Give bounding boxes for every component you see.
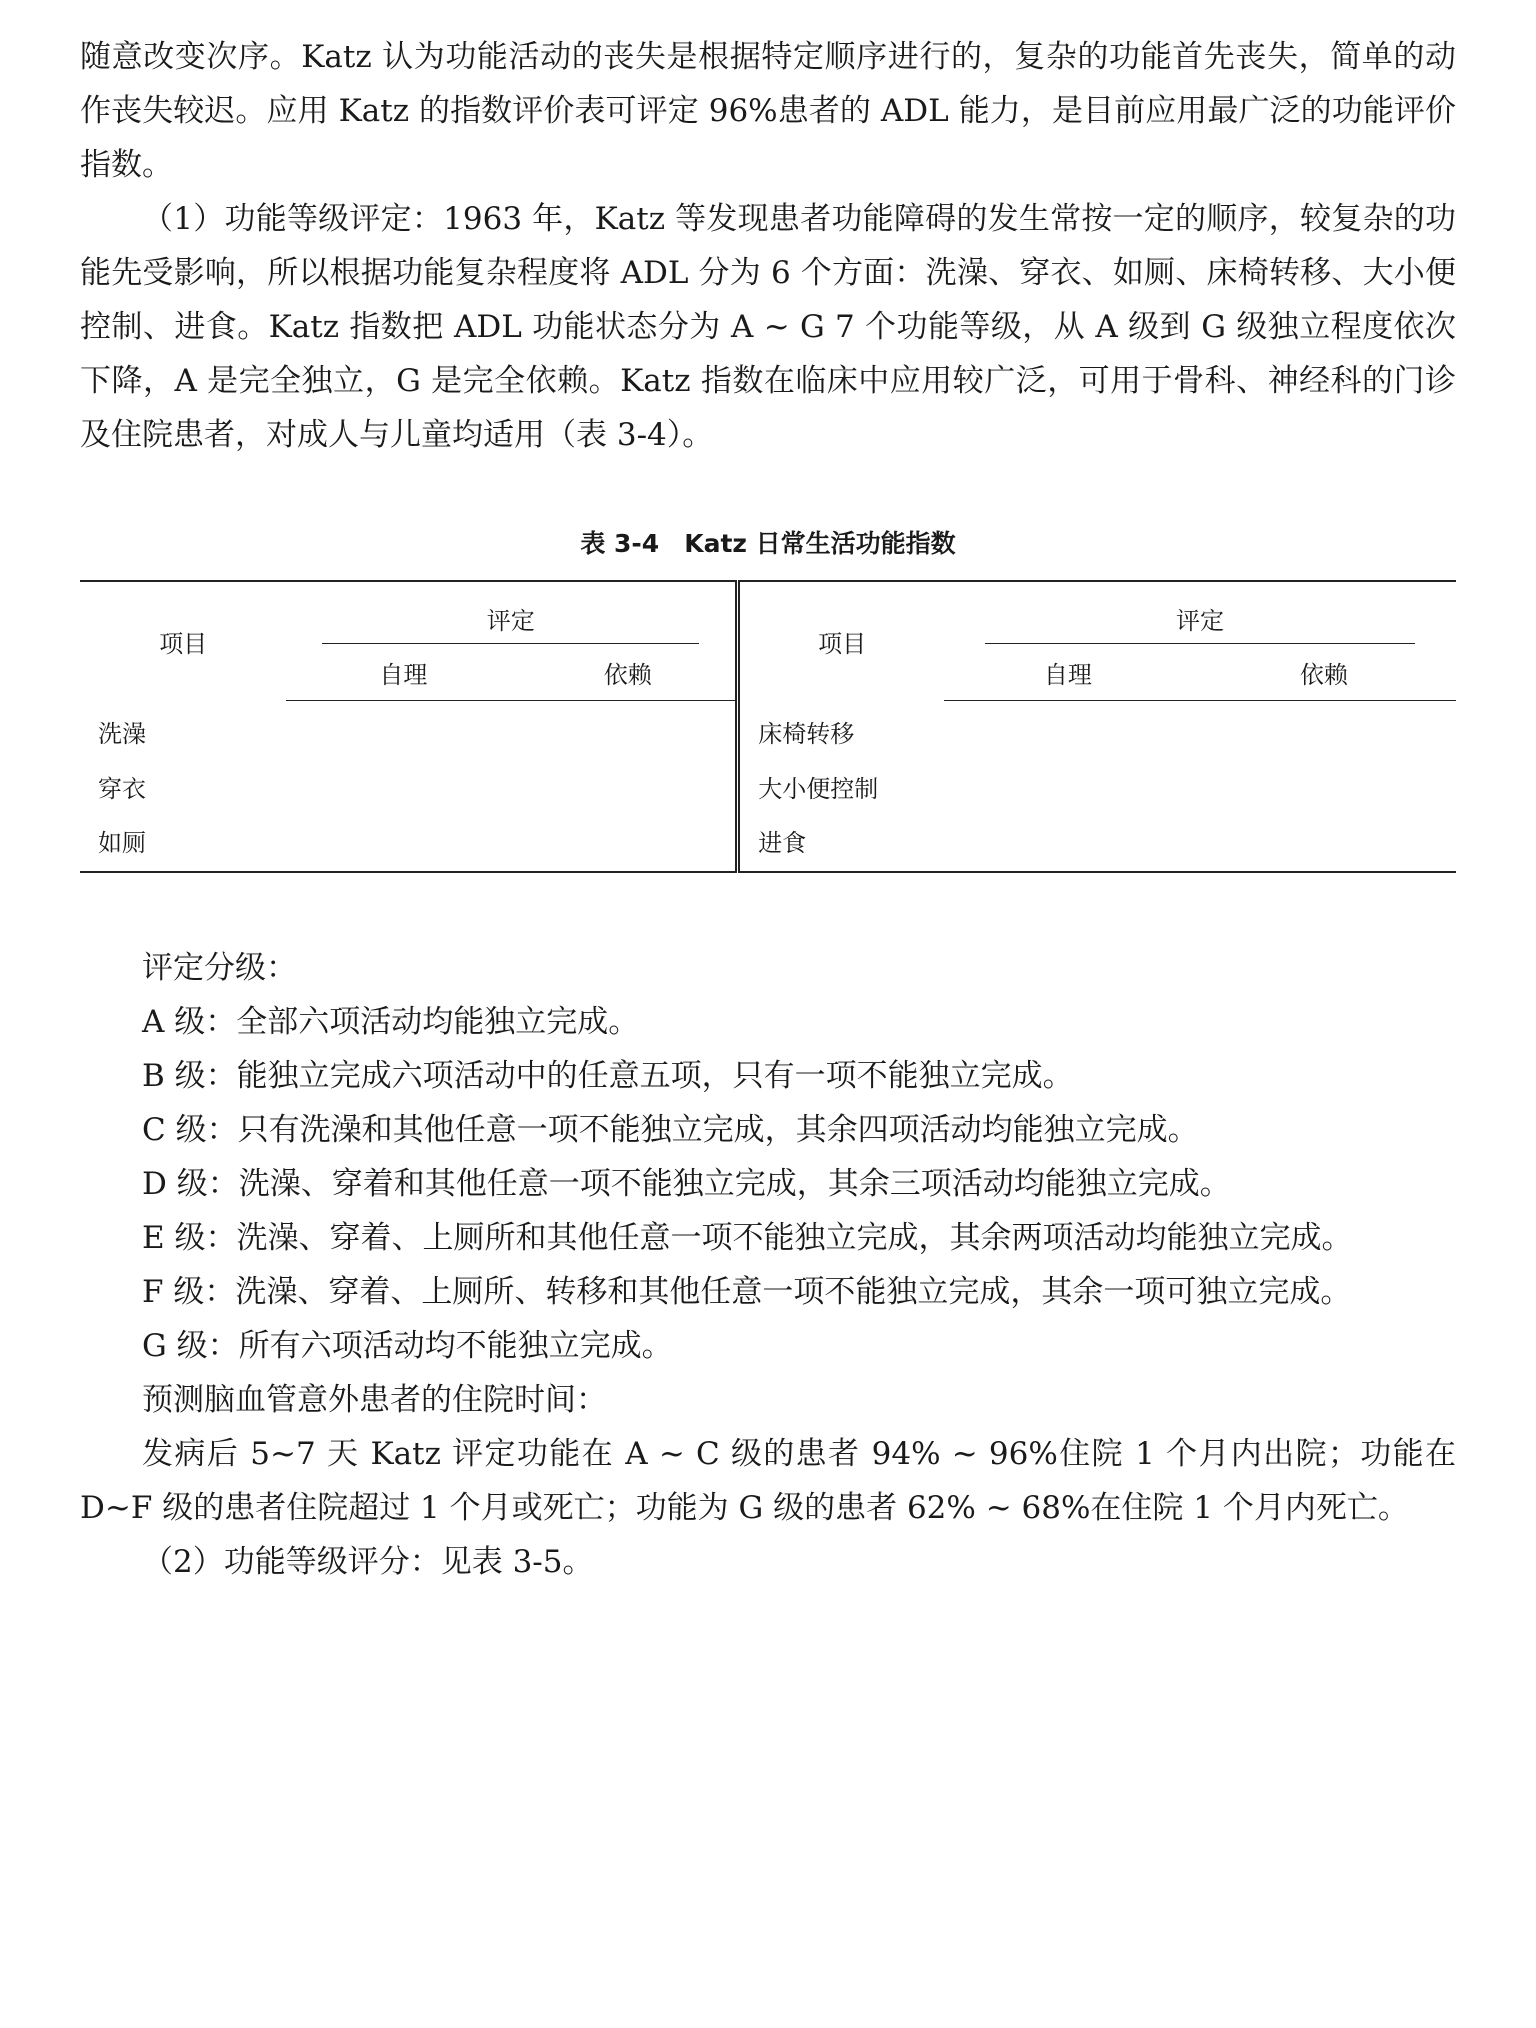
table-caption: 表 3-4 Katz 日常生活功能指数 xyxy=(580,529,956,558)
table-row xyxy=(80,759,1456,813)
table-cell-item: 大小便控制 xyxy=(758,774,879,803)
header-eval-right-label: 评定 xyxy=(1176,607,1225,635)
grade-e: E 级：洗澡、穿着、上厕所和其他任意一项不能独立完成，其余两项活动均能独立完成。 xyxy=(142,1220,1353,1256)
grade-d: D 级：洗澡、穿着和其他任意一项不能独立完成，其余三项活动均能独立完成。 xyxy=(142,1166,1231,1202)
table-cell-dep xyxy=(1192,813,1456,872)
table-cell-self xyxy=(286,701,520,760)
table-cell-self xyxy=(286,813,520,872)
prediction-text: 发病后 5~7 天 Katz 评定功能在 A ~ C 级的患者 94% ~ 96%住院 1 个月内出院；功能在 D~F 级的患者住院超过 1 个月或死亡；功能为 G 级的患者 62% ~ 68%在住院 1 个月内死亡。 xyxy=(80,1436,1456,1526)
grading-section xyxy=(80,941,1456,1589)
table-cell-dep xyxy=(520,813,737,872)
table-cell-item: 进食 xyxy=(758,828,807,857)
table-cell-dep xyxy=(520,759,737,813)
table-cell-item: 床椅转移 xyxy=(758,720,855,749)
header-item-right: 项目 xyxy=(818,629,867,658)
table-row xyxy=(80,813,1456,872)
grade-a: A 级：全部六项活动均能独立完成。 xyxy=(142,1004,640,1040)
table-cell-item: 洗澡 xyxy=(98,720,146,749)
next-item: （2）功能等级评分：见表 3-5。 xyxy=(142,1544,594,1580)
header-eval-left xyxy=(286,581,737,644)
document-page xyxy=(80,30,1456,1589)
header-self-left: 自理 xyxy=(286,644,520,701)
intro-paragraph-1: 随意改变次序。Katz 认为功能活动的丧失是根据特定顺序进行的，复杂的功能首先丧失，简单的动作丧失较迟。应用 Katz 的指数评价表可评定 96%患者的 ADL 能力，是目前应用最广泛的功能评价指数。 xyxy=(80,39,1456,183)
katz-index-table xyxy=(80,580,1456,873)
header-eval-left-label: 评定 xyxy=(486,607,535,635)
header-dep-right: 依赖 xyxy=(1192,644,1456,701)
header-dep-left: 依赖 xyxy=(520,644,737,701)
header-self-right: 自理 xyxy=(944,644,1192,701)
table-cell-dep xyxy=(1192,701,1456,760)
table-cell-item: 穿衣 xyxy=(98,774,146,803)
table-cell-self xyxy=(944,759,1192,813)
grade-c: C 级：只有洗澡和其他任意一项不能独立完成，其余四项活动均能独立完成。 xyxy=(142,1112,1199,1148)
intro-paragraph-2: （1）功能等级评定：1963 年，Katz 等发现患者功能障碍的发生常按一定的顺序，较复杂的功能先受影响，所以根据功能复杂程度将 ADL 分为 6 个方面：洗澡、穿衣、如厕、床椅转移、大小便控制、进食。Katz 指数把 ADL 功能状态分为 A ~ G 7 个功能等级，从 A 级到 G 级独立程度依次下降，A 是完全独立，G 是完全依赖。Katz 指数在临床中应用较广泛，可用于骨科、神经科的门诊及住院患者，对成人与儿童均适用（表 3-4）。 xyxy=(80,201,1456,453)
table-cell-dep xyxy=(520,701,737,760)
table-cell-item: 如厕 xyxy=(98,828,146,857)
table-cell-self xyxy=(944,701,1192,760)
table-row xyxy=(80,701,1456,760)
grade-g: G 级：所有六项活动均不能独立完成。 xyxy=(142,1328,673,1364)
grading-heading: 评定分级： xyxy=(142,950,297,986)
grade-b: B 级：能独立完成六项活动中的任意五项，只有一项不能独立完成。 xyxy=(142,1058,1074,1094)
header-eval-right xyxy=(944,581,1456,644)
prediction-heading: 预测脑血管意外患者的住院时间： xyxy=(142,1382,607,1418)
table-cell-self xyxy=(944,813,1192,872)
table-cell-self xyxy=(286,759,520,813)
header-item-left: 项目 xyxy=(159,629,208,658)
grade-f: F 级：洗澡、穿着、上厕所、转移和其他任意一项不能独立完成，其余一项可独立完成。 xyxy=(142,1274,1352,1310)
table-cell-dep xyxy=(1192,759,1456,813)
